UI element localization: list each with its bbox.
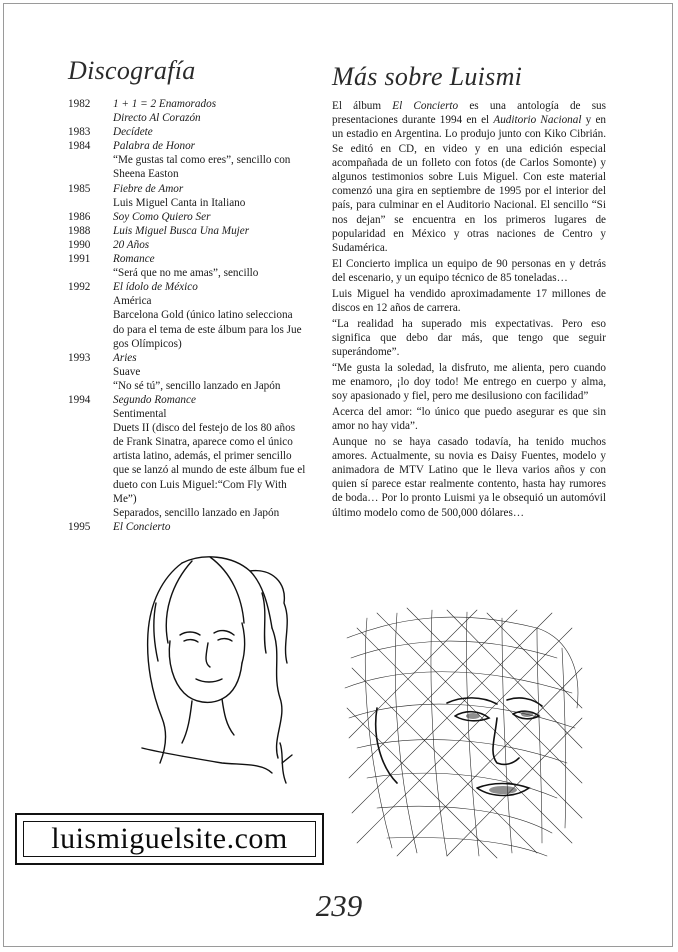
- release-note: América: [113, 295, 152, 308]
- discography-year: 1992: [68, 281, 91, 294]
- release-note: Sentimental: [113, 408, 167, 421]
- album-title: Soy Como Quiero Ser: [113, 210, 211, 223]
- release-note: Duets II (disco del festejo de los 80 años: [113, 422, 296, 435]
- release-note: “Me gustas tal como eres”, sencillo con: [113, 154, 291, 167]
- article-paragraph: Aunque no se haya casado todavía, ha tenido muchos amores. Actualmente, su novia es Daisy Fuentes, modelo y animadora de MTV Latino que le lleva varios años y con quien sí parece estar realmente contento, hasta hay rumores de boda… Por lo pronto Luismi ya le obsequió un automóvil último modelo como de 500,000 dólares…: [332, 435, 606, 519]
- woman-sketch-illustration: [122, 543, 302, 788]
- discography-year: 1984: [68, 140, 91, 153]
- site-logo-inner-border: [23, 821, 316, 857]
- discography-row: [68, 280, 308, 350]
- release-note: Me”): [113, 492, 137, 505]
- discography-row: [68, 224, 308, 238]
- article-paragraph: Luis Miguel ha vendido aproximadamente 17 millones de discos en 12 años de carrera.: [332, 287, 606, 314]
- album-title: Aries: [113, 351, 137, 364]
- release-note: artista latino, además, el primer sencillo: [113, 450, 292, 463]
- album-title: Luis Miguel Busca Una Mujer: [113, 224, 250, 237]
- page-number: 239: [315, 888, 363, 923]
- article-text: [332, 99, 606, 521]
- release-note: Separados, sencillo lanzado en Japón: [113, 506, 280, 519]
- article-paragraph: Acerca del amor: “lo único que puedo asegurar es que sin amor no hay vida”.: [332, 405, 606, 432]
- discography-year: 1990: [68, 238, 91, 251]
- site-logo-text: luismiguelsite.com: [51, 822, 288, 855]
- discography-items: [113, 97, 308, 125]
- album-title: Segundo Romance: [113, 393, 196, 406]
- album-title: 20 Años: [113, 238, 150, 251]
- face-drawing-illustration: [337, 598, 590, 864]
- discography-year: 1993: [68, 351, 91, 364]
- discography-items: [113, 252, 308, 280]
- discography-year: 1988: [68, 224, 91, 237]
- more-about-heading: Más sobre Luismi: [332, 62, 523, 91]
- discography-items: [113, 280, 308, 350]
- discography-items: [113, 224, 308, 238]
- discography-year: 1986: [68, 210, 91, 223]
- discography-row: [68, 97, 308, 125]
- discography-items: [113, 520, 308, 534]
- album-title: El Concierto: [113, 520, 171, 533]
- discography-row: [68, 351, 308, 393]
- album-title: 1 + 1 = 2 Enamorados: [113, 98, 217, 110]
- discography-list: [68, 97, 308, 534]
- article-paragraph: “La realidad ha superado mis expectativas. Pero eso significa que debo dar más, que tengo que seguir superándome”.: [332, 317, 606, 358]
- discography-items: [113, 182, 308, 210]
- discography-row: [68, 520, 308, 534]
- discography-row: [68, 393, 308, 520]
- discography-row: [68, 125, 308, 139]
- discography-items: [113, 351, 308, 393]
- discography-items: [113, 139, 308, 181]
- discography-year: 1983: [68, 126, 91, 139]
- discography-year: 1991: [68, 253, 91, 266]
- discography-year: 1982: [68, 98, 91, 110]
- album-title: Decídete: [113, 126, 153, 139]
- discography-heading: Discografía: [68, 56, 196, 85]
- discography-items: [113, 238, 308, 252]
- release-note: dueto con Luis Miguel:“Com Fly With: [113, 478, 287, 491]
- discography-items: [113, 393, 308, 520]
- release-note: Barcelona Gold (único latino selecciona: [113, 309, 293, 322]
- release-note: “Será que no me amas”, sencillo: [113, 267, 259, 280]
- release-note: “No sé tú”, sencillo lanzado en Japón: [113, 379, 281, 392]
- discography-items: [113, 210, 308, 224]
- discography-items: [113, 125, 308, 139]
- album-title: Palabra de Honor: [113, 140, 196, 153]
- discography-row: [68, 139, 308, 181]
- article-paragraph: “Me gusta la soledad, la disfruto, me alienta, pero cuando me enamoro, ¡lo doy todo! Me entrego en cuerpo y alma, soy apasionado y fiel, pero me desilusiono con facilidad”: [332, 361, 606, 403]
- discography-row: [68, 210, 308, 224]
- album-title: Directo Al Corazón: [113, 112, 201, 125]
- discography-year: 1994: [68, 393, 91, 406]
- site-logo: [15, 813, 324, 865]
- release-note: gos Olímpicos): [113, 337, 182, 350]
- album-title: El ídolo de México: [113, 281, 198, 294]
- release-note: de Frank Sinatra, aparece como el único: [113, 436, 293, 449]
- discography-year: 1985: [68, 182, 91, 195]
- album-title: Romance: [113, 253, 155, 266]
- release-note: Suave: [113, 365, 141, 378]
- discography-row: [68, 182, 308, 210]
- release-note: que se lanzó al mundo de este álbum fue el: [113, 464, 306, 477]
- release-note: Sheena Easton: [113, 168, 179, 181]
- article-paragraph: El álbum El Concierto es una antología de sus presentaciones durante 1994 en el Auditorio Nacional y en un estadio en Argentina. Lo produjo junto con Kiko Cibrián. Se editó en CD, en video y en una edición especial acompañada de un folleto con fotos (de Carlos Somonte) y algunos testimonios sobre Luis Miguel. Con este material comenzó una gira en septiembre de 1995 por el interior del país, para culminar en el Auditorio Nacional. El sencillo “Si nos dejan” se encuentra en los primeros lugares de popularidad en México y otras naciones de Centro y Sudamérica.: [332, 100, 607, 255]
- article-paragraph: El Concierto implica un equipo de 90 personas en y detrás del escenario, y un equipo técnico de 85 toneladas…: [332, 257, 606, 284]
- album-title: Fiebre de Amor: [113, 182, 184, 195]
- release-note: Luis Miguel Canta in Italiano: [113, 196, 246, 209]
- release-note: do para el tema de este álbum para los Jue: [113, 323, 302, 336]
- discography-year: 1995: [68, 520, 91, 533]
- discography-row: [68, 252, 308, 280]
- discography-row: [68, 238, 308, 252]
